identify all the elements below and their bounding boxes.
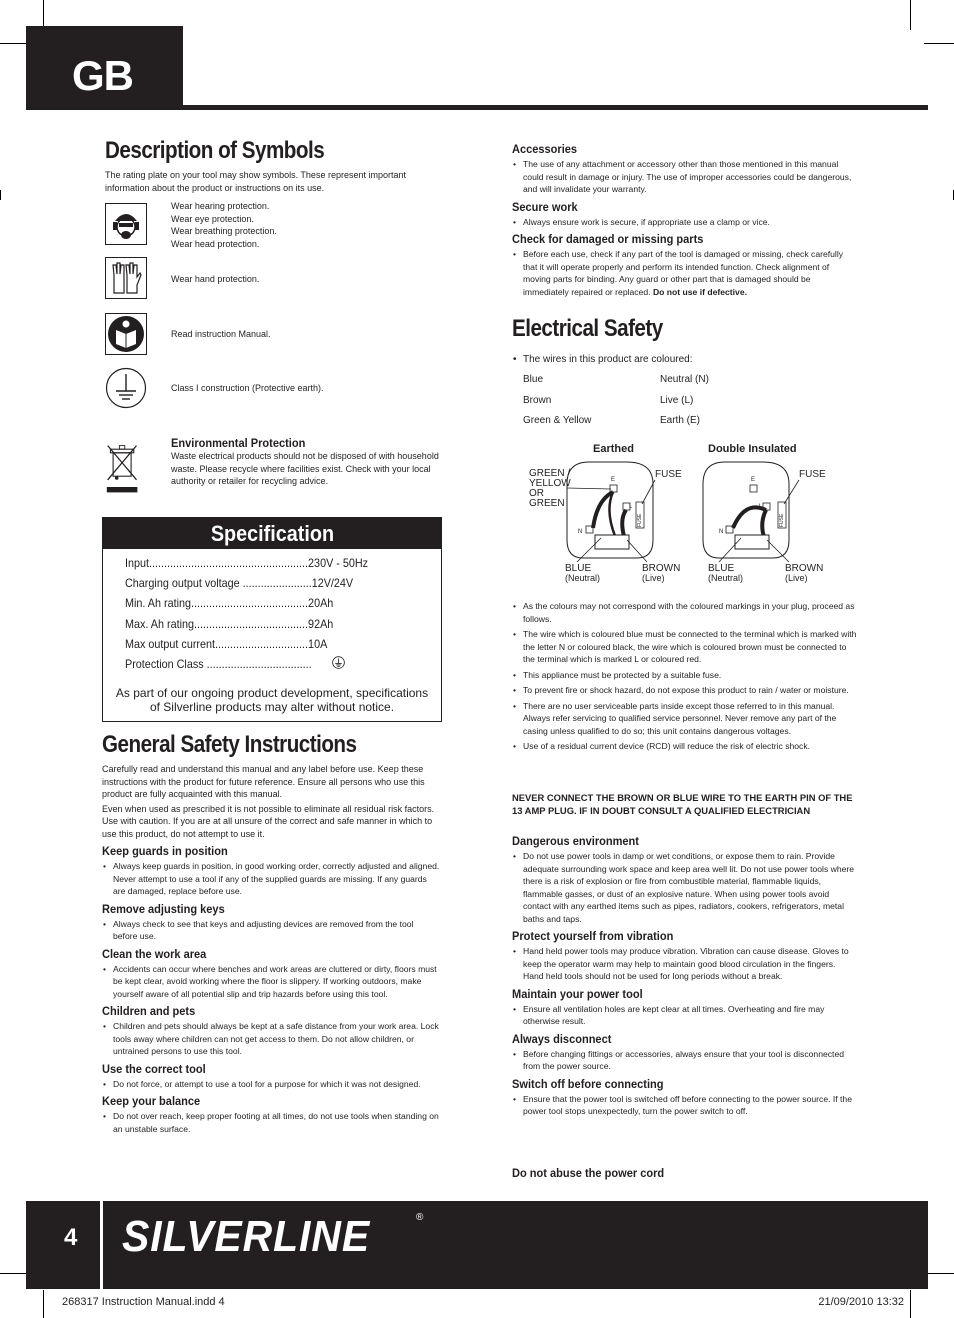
bullet-item: • Do not force, or attempt to use a tool for a purpose for which it was not designed. [102, 1078, 440, 1091]
svg-text:(Neutral): (Neutral) [565, 573, 601, 583]
wire-meaning: Live (L) [660, 395, 694, 406]
symbols-title: Description of Symbols [105, 137, 325, 164]
footer-divider [100, 1201, 103, 1289]
bullet-item: • Use of a residual current device (RCD) will reduce the risk of electric shock. [512, 740, 857, 753]
bullet-item: • The wire which is coloured blue must be connected to the terminal which is marked with the letter N or coloured black, the wire which is coloured brown must be connected to the terminal which is marked L or coloured red. [512, 628, 857, 666]
symbol-row-gloves [105, 257, 445, 301]
electrical-warning: NEVER CONNECT THE BROWN OR BLUE WIRE TO THE EARTH PIN OF THE 13 AMP PLUG. IF IN DOUBT CONSULT A QUALIFIED ELECTRICIAN [512, 792, 853, 816]
general-safety-body [102, 763, 440, 1138]
env-heading: Environmental Protection [171, 436, 306, 450]
symbol-text: Wear head protection. [171, 238, 260, 249]
section-heading: Accessories [512, 142, 578, 156]
bullet-item: • There are no user serviceable parts inside except those referred to in this manual. Always refer servicing to qualified service personnel. Never remove any part of the casing unless qualified to do so; this unit contains dangerous voltages. [512, 700, 857, 738]
symbol-text: Wear hearing protection. [171, 201, 270, 211]
bullet-item: • Before changing fittings or accessories, always ensure that your tool is disconnected from the power source. [512, 1048, 857, 1073]
spec-line: Max. Ah rating......................................92Ah [125, 617, 334, 631]
electrical-bullets [512, 600, 857, 756]
symbol-row-weee [105, 436, 445, 498]
bullet-item: • Always keep guards in position, in good working order, correctly adjusted and aligned. Never attempt to use a tool if any of the supplied guards are missing. If any guards are damaged, replace before use. [102, 860, 440, 898]
crop-mark [0, 190, 1, 200]
env-text: Waste electrical products should not be disposed of with household waste. Please recycle where facilities exist. Check with your local authority or retailer for recycling advice. [171, 451, 439, 486]
language-code: GB [72, 52, 133, 99]
bullet-item: • This appliance must be protected by a suitable fuse. [512, 669, 857, 682]
file-slug: 268317 Instruction Manual.indd 4 [62, 1296, 225, 1308]
general-intro: Even when used as prescribed it is not possible to eliminate all residual risk factors. Use with caution. If you are at all unsure of the correct and safe manner in which to use this product, do not attempt to use it. [102, 803, 435, 839]
bullet-item: • Before each use, check if any part of the tool is damaged or missing, check carefully that it will operate properly and perform its intended function. Check alignment of moving parts for binding. Any guard or other part that is damaged should be immediately repaired or replaced. Do not use if defective. [512, 248, 852, 298]
page-number: 4 [64, 1224, 78, 1251]
brown-label: BROWN [642, 563, 681, 574]
spec-line: Max output current...............................10A [125, 637, 328, 651]
earthed-title: Earthed [593, 443, 634, 455]
section-heading: Dangerous environment [512, 834, 639, 848]
wire-colour: Green & Yellow [523, 415, 592, 426]
section-heading: Remove adjusting keys [102, 901, 225, 916]
symbol-row-manual [105, 313, 445, 357]
svg-text:N: N [719, 529, 724, 535]
symbol-text: Class I construction (Protective earth). [171, 383, 324, 393]
svg-text:FUSE: FUSE [799, 469, 826, 480]
section-heading: Protect yourself from vibration [512, 929, 674, 943]
registered-mark: ® [416, 1212, 424, 1223]
bullet-item: • As the colours may not correspond with the coloured markings in your plug, proceed as follows. [512, 600, 857, 625]
wire-meaning: Earth (E) [660, 415, 701, 426]
plug-wiring-diagram [527, 440, 837, 585]
right-bottom-sections [512, 830, 857, 1121]
spec-title: Specification [210, 521, 334, 546]
spec-line: Protection Class ................................... [125, 657, 312, 671]
section-heading: Switch off before connecting [512, 1076, 664, 1091]
bullet-item: • Always check to see that keys and adjusting devices are removed from the tool before use. [102, 918, 440, 943]
section-heading: Secure work [512, 199, 578, 214]
bullet-item: • Children and pets should always be kept at a safe distance from your work area. Lock tools away where children can not get access to them. Do not allow children, or untrained persons to use this tool. [102, 1020, 440, 1058]
spec-line: Charging output voltage .......................12V/24V [125, 576, 354, 590]
manual-icon [105, 313, 147, 355]
fuse-label: FUSE [655, 469, 682, 480]
symbol-text: Wear eye protection. [171, 213, 254, 224]
brand-logo: SILVERLINE [122, 1212, 371, 1261]
gloves-icon [105, 257, 147, 299]
section-heading: Check for damaged or missing parts [512, 232, 704, 246]
svg-text:N: N [578, 529, 583, 535]
bullet-item: • Accidents can occur where benches and work areas are cluttered or dirty, floors must be kept clear, avoid working where the floor is slippery. If working outdoors, make yourself aware of all potential slip and trip hazards before using this tool. [102, 963, 440, 1001]
svg-text:(Live): (Live) [785, 573, 808, 583]
crop-mark [924, 43, 954, 44]
bullet-item: • The use of any attachment or accessory other than those mentioned in this manual could result in damage or injury. The use of improper accessories could be dangerous, and will invalidate your warranty. [512, 158, 852, 196]
wires-intro: • The wires in this product are coloured: [512, 354, 852, 367]
spec-line: Min. Ah rating.......................................20Ah [125, 596, 334, 610]
weee-bin-icon [105, 442, 141, 496]
wire-row [523, 395, 694, 406]
symbol-text: Wear hand protection. [171, 274, 260, 284]
wire-row [523, 374, 709, 385]
svg-text:E: E [751, 477, 756, 483]
spec-line: Input.....................................................230V - 50Hz [125, 556, 369, 570]
wire-meaning: Neutral (N) [660, 374, 709, 385]
symbol-text: Wear breathing protection. [171, 226, 277, 236]
symbol-row-ppe [105, 203, 445, 249]
crop-mark [910, 0, 911, 30]
bold-warning: Do not use if defective. [652, 286, 748, 297]
svg-text:FUSE: FUSE [779, 513, 785, 527]
power-cord-heading: Do not abuse the power cord [512, 1166, 665, 1180]
crop-mark [43, 1290, 44, 1318]
svg-text:E: E [611, 477, 616, 483]
svg-text:BROWN: BROWN [785, 563, 824, 574]
blue-label: BLUE [565, 563, 592, 574]
section-heading: Keep your balance [102, 1094, 201, 1108]
section-heading: Always disconnect [512, 1031, 612, 1046]
bullet-item: • Always ensure work is secure, if appropriate use a clamp or vice. [512, 216, 852, 229]
svg-text:YELLOW: YELLOW [529, 478, 571, 489]
svg-text:(Neutral): (Neutral) [708, 573, 744, 583]
ppe-head-icon [105, 203, 147, 245]
section-heading: Clean the work area [102, 946, 207, 961]
symbol-text: Read instruction Manual. [171, 329, 271, 339]
bullet-item: • Ensure all ventilation holes are kept clear at all times. Overheating and fire may otherwise result. [512, 1003, 857, 1028]
protective-earth-icon [332, 656, 345, 669]
section-heading: Keep guards in position [102, 844, 228, 858]
section-heading: Children and pets [102, 1004, 196, 1018]
earth-icon [105, 367, 147, 409]
general-safety-title: General Safety Instructions [102, 731, 357, 758]
section-heading: Maintain your power tool [512, 986, 643, 1001]
section-heading: Use the correct tool [102, 1061, 206, 1076]
svg-text:L: L [759, 504, 763, 510]
header-rule [183, 105, 928, 110]
general-intro: Carefully read and understand this manual and any label before use. Keep these instructions with the product for future reference. Ensure all persons who use this product are fully acquainted with this manual. [102, 764, 425, 799]
bullet-item: • Ensure that the power tool is switched off before connecting to the power source. If the power tool stops unexpectedly, turn the power switch to off. [512, 1093, 857, 1118]
symbol-row-earth [105, 367, 445, 413]
bullet-item: • Do not use power tools in damp or wet conditions, or expose them to rain. Provide adequate surrounding work space and keep area well lit. Do not use power tools where there is a risk of explosion or fire from combustible material, flammable liquids, flammable gasses, or dust of an explosive nature. When using power tools avoid contact with any earthed items such as pipes, radiators, cookers, refrigerators, metal baths and taps. [512, 850, 857, 925]
green-yellow-label: GREEN / [529, 468, 571, 479]
right-top-sections [512, 138, 852, 301]
spec-note: As part of our ongoing product development, specifications of Silverline products may alter without notice. [115, 686, 429, 714]
svg-text:(Live): (Live) [642, 573, 665, 583]
bullet-item: • To prevent fire or shock hazard, do not expose this product to rain / water or moisture. [512, 684, 857, 697]
wire-colour: Blue [523, 374, 544, 385]
svg-text:FUSE: FUSE [637, 513, 643, 527]
wire-colour: Brown [523, 395, 552, 406]
svg-text:OR: OR [529, 488, 544, 499]
date-slug: 21/09/2010 13:32 [818, 1296, 904, 1308]
symbols-intro: The rating plate on your tool may show symbols. These represent important information about the product or instructions on its use. [105, 170, 406, 193]
specification-box [102, 517, 442, 722]
crop-mark [924, 1273, 954, 1274]
svg-text:BLUE: BLUE [708, 563, 735, 574]
electrical-safety-title: Electrical Safety [512, 315, 663, 342]
crop-mark [910, 1290, 911, 1318]
double-insulated-title: Double Insulated [708, 443, 797, 455]
svg-text:L: L [629, 504, 633, 510]
bullet-item: • Do not over reach, keep proper footing at all times, do not use tools when standing on an unstable surface. [102, 1110, 440, 1135]
wire-row [523, 415, 701, 426]
bullet-item: • Hand held power tools may produce vibration. Vibration can cause disease. Gloves to keep the operator warm may help to maintain good blood circulation in the fingers. Hand held tools should not be used for long periods without a break. [512, 945, 857, 983]
svg-text:GREEN: GREEN [529, 498, 565, 509]
